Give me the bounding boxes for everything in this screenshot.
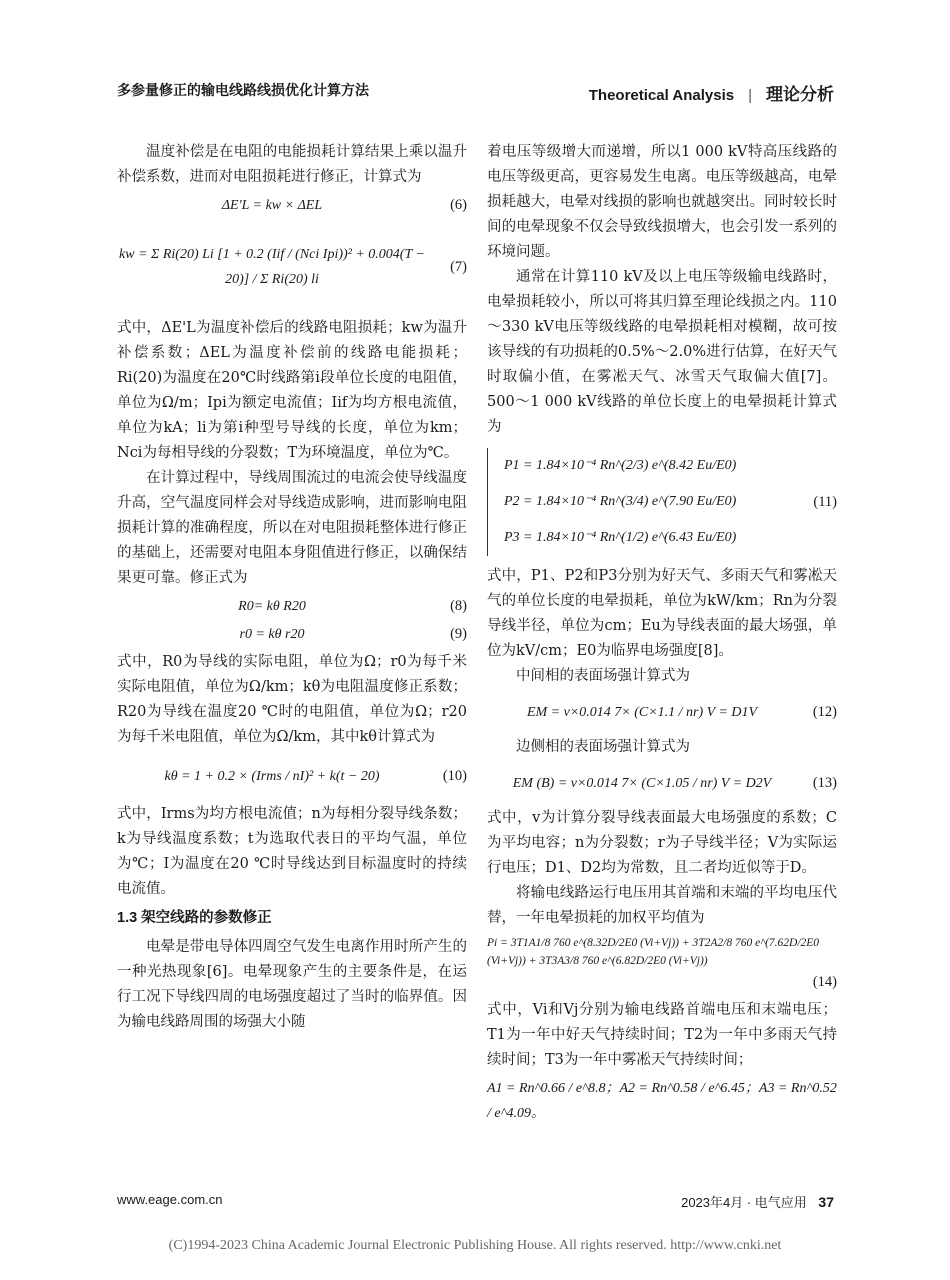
equation-body: EM (B) = v×0.014 7× (C×1.05 / nr) V = D2V	[512, 775, 772, 791]
equation-6	[117, 193, 467, 218]
footer-url: www.eage.com.cn	[117, 1192, 223, 1207]
section-en: Theoretical Analysis	[588, 87, 735, 104]
paragraph: 式中，R0为导线的实际电阻，单位为Ω；r0为每千米实际电阻值，单位为Ω/km；kθ为电阻温度修正系数；R20为导线在温度20 ℃时的电阻值，单位为Ω；r20为每千米电阻值，单位为Ω/km，其中kθ计算式为	[117, 654, 467, 745]
equation-number: (10)	[442, 767, 467, 784]
paragraph: 中间相的表面场强计算式为	[516, 668, 690, 684]
section-header	[589, 80, 834, 105]
paragraph: 式中，ΔE'L为温度补偿后的线路电阻损耗；kw为温升补偿系数；ΔEL为温度补偿前的线路电能损耗；Ri(20)为温度在20℃时线路第i段单位长度的电阻值，单位为Ω/m；Ipi为额定电流值；Iif为均方根电流值，单位为kA；li为第i种型号导线的长度，单位为km；Nci为每相导线的分裂数；T为环境温度，单位为℃。	[117, 320, 467, 461]
right-column	[487, 140, 837, 1129]
equation-number: (13)	[812, 774, 837, 791]
equation-body: r0 = kθ r20	[239, 627, 305, 642]
footer-info	[681, 1192, 834, 1211]
equation-number: (12)	[812, 703, 837, 720]
equation-body: kw = Σ Ri(20) Li [1 + 0.2 (Iif / (Nci Ipi))² + 0.004(T − 20)] / Σ Ri(20) li	[119, 247, 425, 287]
paragraph: 在计算过程中，导线周围流过的电流会使导线温度升高，空气温度同样会对导线造成影响，进而影响电阻损耗计算的准确程度，所以在对电阻损耗整体进行修正的基础上，还需要对电阻本身阻值进行修正，以确保结果更可靠。修正式为	[117, 470, 467, 586]
running-title: 多参量修正的输电线路线损优化计算方法	[117, 83, 369, 99]
paragraph: 温度补偿是在电阻的电能损耗计算结果上乘以温升补偿系数，进而对电阻损耗进行修正，计算式为	[117, 144, 467, 185]
equation-12	[487, 692, 837, 732]
equation-body: kθ = 1 + 0.2 × (Irms / nI)² + k(t − 20)	[164, 768, 380, 784]
equation-number: (6)	[450, 197, 467, 213]
paragraph: 式中，P1、P2和P3分别为好天气、多雨天气和雾凇天气的单位长度的电晕损耗，单位为kW/km；Rn为分裂导线半径，单位为cm；Eu为导线表面的最大场强，单位为kV/cm；E0为临界电场强度[8]。	[487, 568, 837, 659]
equation-number: (8)	[450, 598, 467, 614]
paragraph: 着电压等级增大而递增，所以1 000 kV特高压线路的电压等级更高，更容易发生电离。电压等级越高，电晕损耗越大，电晕对线损的影响也就越突出。同时较长时间的电晕现象不仅会导致线损增大，也会引发一系列的环境问题。	[487, 144, 837, 260]
section-heading: 1.3 架空线路的参数修正	[117, 910, 272, 926]
paragraph: 式中，Irms为均方根电流值；n为每相分裂导线条数；k为导线温度系数；t为选取代表日的平均气温，单位为℃；I为温度在20 ℃时导线达到目标温度时的持续电流值。	[117, 806, 467, 897]
left-column	[117, 140, 467, 1035]
equation-11a: P1 = 1.84×10⁻⁴ Rn^(2/3) e^(8.42 Eu/E0)	[504, 458, 737, 473]
equation-7	[117, 221, 467, 313]
equation-body: R0= kθ R20	[238, 599, 306, 614]
equation-11c: P3 = 1.84×10⁻⁴ Rn^(1/2) e^(6.43 Eu/E0)	[504, 530, 737, 545]
equation-body: EM = v×0.014 7× (C×1.1 / nr) V = D1V	[526, 704, 758, 720]
equation-body: A1 = Rn^0.66 / e^8.8；A2 = Rn^0.58 / e^6.45；A3 = Rn^0.52 / e^4.09。	[487, 1081, 837, 1121]
equation-13	[487, 763, 837, 803]
equation-number: (7)	[450, 258, 467, 275]
page-number: 37	[818, 1194, 834, 1210]
equation-11	[487, 443, 837, 561]
paragraph: 电晕是带电导体四周空气发生电离作用时所产生的一种光热现象[6]。电晕现象产生的主要条件是，在运行工况下导线四周的电场强度超过了当时的临界值。因为输电线路周围的场强大小随	[117, 939, 467, 1030]
paragraph: 式中，v为计算分裂导线表面最大电场强度的系数；C为平均电容；n为分裂数；r为子导线半径；V为实际运行电压；D1、D2均为常数，且二者均近似等于D。	[487, 810, 837, 876]
equation-a	[487, 1076, 837, 1126]
equation-number: (9)	[450, 626, 467, 642]
paragraph: 将输电线路运行电压用其首端和末端的平均电压代替，一年电晕损耗的加权平均值为	[487, 885, 837, 926]
equation-14	[487, 934, 837, 995]
equation-body: ΔE'L = kw × ΔEL	[221, 198, 323, 213]
equation-number: (11)	[813, 493, 837, 510]
equation-system	[487, 448, 797, 556]
paragraph: 式中，Vi和Vj分别为输电线路首端电压和末端电压；T1为一年中好天气持续时间；T2为一年中多雨天气持续时间；T3为一年中雾凇天气持续时间；	[487, 1002, 837, 1068]
equation-10	[117, 753, 467, 799]
paragraph: 边侧相的表面场强计算式为	[516, 739, 690, 755]
equation-9	[117, 622, 467, 647]
equation-number: (14)	[812, 974, 837, 990]
equation-body: Pi = 3T1A1/8 760 e^(8.32D/2E0 (Vi+Vj)) + 3T2A2/8 760 e^(7.62D/2E0 (Vi+Vj)) + 3T3A3/8 760 e^(6.82D/2E0 (Vi+Vj))	[487, 937, 820, 967]
section-cn: 理论分析	[766, 85, 834, 104]
footer-date: 2023年4月 · 电气应用	[681, 1195, 807, 1210]
paragraph: 通常在计算110 kV及以上电压等级输电线路时，电晕损耗较小，所以可将其归算至理论线损之内。110～330 kV电压等级线路的电晕损耗相对模糊，故可按该导线的有功损耗的0.5%～2.0%进行估算，在好天气时取偏小值，在雾凇天气、冰雪天气取偏大值[7]。500～1 000 kV线路的单位长度上的电晕损耗计算式为	[487, 269, 837, 435]
equation-11b: P2 = 1.84×10⁻⁴ Rn^(3/4) e^(7.90 Eu/E0)	[504, 494, 737, 509]
header-separator: |	[748, 87, 752, 104]
copyright-notice: (C)1994-2023 China Academic Journal Electronic Publishing House. All rights reserved. http://www.cnki.net	[168, 1238, 782, 1253]
equation-8	[117, 594, 467, 619]
